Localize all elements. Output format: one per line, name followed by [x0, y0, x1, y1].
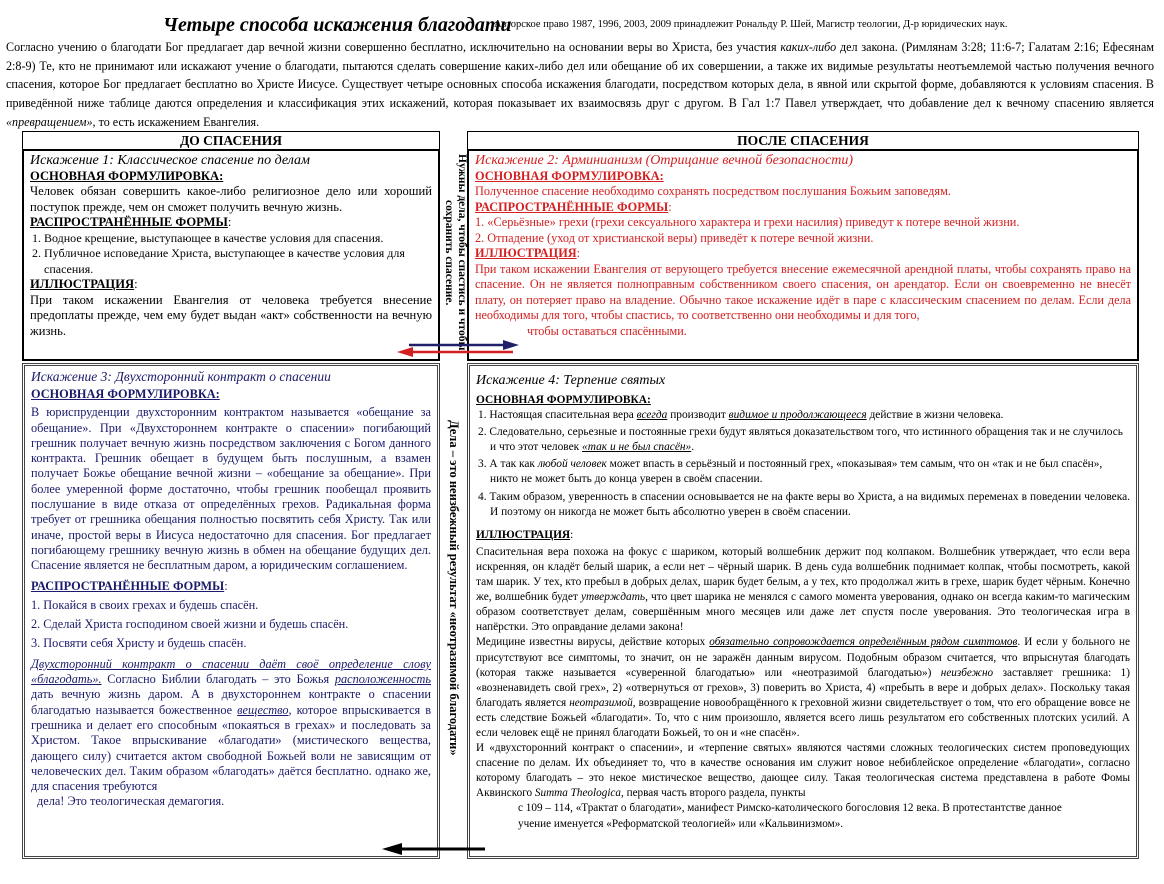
emphasis: неотразимой: [569, 696, 633, 709]
intro-text: дел закона. (Римлянам 3:28; 11:6-7; Галатам 2:16; Ефесянам 2:8-9) Те, кто не принимают или искажают учение о благодати, пытаются сделать совершение каких-либо дел или обещание об их совершении, а также их видимые результаты неотъемлемой частью получения вечного спасения, которое Бог предлагает бесплатно во Христе Иисусе. Существует четыре основных способа искажения благодати, посредством которых дела, в явной или скрытой форме, добавляются к условиям спасения. В приведённой ниже таблице даются определения и классификация этих искажений, которая показывает их взаимосвязь друг с другом. В Гал 1:7 Павел утверждает, что добавление дел к вечному спасению является: [6, 40, 1154, 111]
emphasis: всегда: [636, 409, 668, 422]
distortion-2-title: Искажение 2: Арминианизм (Отрицание вечной безопасности): [475, 153, 854, 168]
emphasis: неизбежно: [940, 666, 994, 679]
distortion-3-title: Искажение 3: Двухсторонний контракт о спасении: [31, 369, 331, 384]
text: , возвращение новообращённого к греховной жизни свидетельствует о том, что его обращение вовсе не есть следствие Божьей «благодати». То, что с ним произошло, является всего лишь результатом его собственных плотских усилий. А если человек ещё не принял благодати Божьей, то он и «не спасён».: [476, 696, 1131, 739]
formulation-item-3: [476, 457, 1130, 487]
distortion-1-box: [22, 149, 440, 361]
basic-formulation-heading: ОСНОВНАЯ ФОРМУЛИРОВКА:: [30, 168, 224, 183]
distortion-1-title: Искажение 1: Классическое спасение по делам: [30, 153, 310, 168]
text: , что цвет шарика не менялся с самого момента уверования, однако он всегда каким-то магическим образом соответствует делам, совершённым много месяцев или даже лет спустя после уверования. Это теологическая игра в напёрстки. Это оправдание делами закона!: [476, 591, 1130, 634]
illustration-paragraph-2: [476, 635, 1130, 741]
basic-formulation-heading: ОСНОВНАЯ ФОРМУЛИРОВКА:: [475, 168, 664, 183]
text: 2. Следовательно, серьезные и постоянные грехи будут являться доказательством того, что истинного обращения так и не случилось и что этот человек: [478, 426, 1123, 454]
common-form-item: 2. Публичное исповедание Христа, выступающее в качестве условия для спасения.: [32, 246, 405, 276]
text: Медицине известны вирусы, действие которых: [476, 636, 710, 649]
intro-text: Согласно учению о благодати Бог предлагает дар вечной жизни совершенно бесплатно, исключительно на основании веры во Христа, без участия: [6, 40, 781, 54]
illustration-text: При таком искажении Евангелия от верующего требуется внесение ежемесячной арендной платы, чтобы сохранять право на спасение. Он не является полноправным собственником своего спасения, он арендатор. Если он своевременно не внесёт плату, он потеряет право на владение. Обычно такое искажение идёт в паре с классическим спасением по делам. Если дела необходимы для того, чтобы спастись, то соответственно они необходимы и для того,: [475, 261, 1131, 322]
illustration-heading: ИЛЛЮСТРАЦИЯ: [30, 277, 135, 291]
text: дать вечную жизнь даром. А в двухстороннем контракте о спасении благодатью называется божественное: [31, 687, 431, 717]
grace-definition-paragraph: [31, 657, 431, 795]
text: действие в жизни человека.: [866, 409, 1004, 422]
text: .: [691, 441, 695, 454]
text: 3. А так как: [478, 458, 538, 471]
colon: :: [224, 578, 228, 593]
intro-text: , то есть искажением Евангелия.: [92, 114, 260, 129]
illustration-text: При таком искажении Евангелия от человека требуется внесение предоплаты прежде, чем ему будет выдан «акт» собственности на вечную жизнь.: [30, 292, 432, 338]
common-form-item: 1. «Серьёзные» грехи (грехи сексуального характера и грехи насилия) приведут к потере вечной жизни.: [475, 215, 1020, 229]
colon: :: [227, 215, 232, 229]
basic-formulation-heading: ОСНОВНАЯ ФОРМУЛИРОВКА:: [476, 394, 651, 406]
common-form-item: 1. Покайся в своих грехах и будешь спасён.: [31, 597, 259, 612]
colon: :: [134, 277, 138, 291]
text: заставляет грешника: 1) «возненавидеть свой грех», 2) «отвернуться от грехов», 3) поверить во Христа, 4) «пребыть в вере и добрых делах». Поскольку такая благодать является: [476, 666, 1130, 709]
header-before-salvation: ДО СПАСЕНИЯ: [22, 131, 440, 149]
intro-emphasis: «превращением»: [6, 114, 93, 129]
distortion-3-box: [22, 363, 440, 859]
illustration-paragraph-3-end: учение именуется «Реформатской теологией» или «Кальвинизмом».: [518, 817, 844, 830]
distortion-4-box: [467, 363, 1139, 859]
text: . И если у больного не присутствуют все симптомы, то значит, он не заражён данным вирусом. Подобным образом считается, что впрыснутая благодать (которая также называется «суверенной благодатью» или «неотразимой благодатью»): [476, 636, 1131, 679]
intro-paragraph: [6, 38, 1154, 132]
basic-formulation-text: Полученное спасение необходимо сохранять посредством послушания Божьим заповедям.: [475, 184, 951, 198]
colon: :: [570, 528, 574, 541]
double-arrow-icon: [395, 339, 525, 363]
common-forms-heading: РАСПРОСТРАНЁННЫЕ ФОРМЫ: [475, 199, 669, 214]
text: может впасть в серьёзный и постоянный грех, «показывая» тем самым, что он «так и не был спасён», никто не может быть до конца уверен в своём спасении.: [490, 458, 1103, 486]
emphasis: Summa Theologica: [534, 787, 621, 800]
basic-formulation-text: В юриспруденции двухсторонним контрактом называется «обещание за обещание». При «Двухстороннем контракте о спасении» погибающий грешник получает вечную жизнь посредством заключения с Богом данного контракта. Грешник обещает в будущем быть послушным, а взамен получает Божье обещание вечной жизни – «обещание за обещание». При более умеренной форме достаточно, чтобы грешник пообещал проявить послушание в виде отказа от определённых грехов. Радикальная форма требует от грешника обещания полностью посвятить себя Христу. Так или иначе, простой веры в Иисуса недостаточно для спасения. Бог предлагает погибающему грешнику вечную жизнь в обмен на обещание будущих дел. Спасение является не бесплатным даром, а юридическим соглашением.: [31, 405, 431, 573]
illustration-heading: ИЛЛЮСТРАЦИЯ: [475, 246, 577, 260]
text: производит: [667, 409, 729, 422]
formulation-item-4: 4. Таким образом, уверенность в спасении основывается не на факте веры во Христа, а на видимых переменах в поведении человека. И поэтому он никогда не может быть абсолютно уверен в своём спасении.: [478, 490, 1130, 518]
formulation-item-1: [476, 408, 1130, 423]
copyright-notice: Авторское право 1987, 1996, 2003, 2009 принадлежит Рональду Р. Шей, Магистр теологии, Д-р юридических наук.: [494, 19, 1008, 30]
colon: :: [576, 246, 581, 260]
distortion-2-box: [467, 149, 1139, 361]
illustration-paragraph-3: [476, 741, 1130, 801]
text: И «двухсторонний контракт о спасении», и «терпение святых» являются частями сложных теологических систем проповедующих спасение по делам. Их объединяет то, что в качестве основания им служит новое небиблейское определение «благодати», согласно которому благодать – это некое мистическое вещество, дающее силу. Такая теологическая система представлена в работе Фомы Аквинского: [476, 742, 1130, 800]
common-form-item: 3. Посвяти себя Христу и будешь спасён.: [31, 636, 247, 651]
basic-formulation-heading: ОСНОВНАЯ ФОРМУЛИРОВКА:: [31, 387, 220, 401]
illustration-text-end: чтобы оставаться спасёнными.: [527, 323, 687, 338]
emphasis: любой человек: [537, 458, 607, 471]
common-form-item: 1. Водное крещение, выступающее в качестве условия для спасения.: [32, 230, 384, 245]
text: , первая часть второго раздела, пункты: [620, 787, 806, 800]
text: Спасительная вера похожа на фокус с шариком, который волшебник держит под колпаком. Волшебник утверждает, что если вера искренняя, он кладёт белый шарик, а если нет – чёрный шарик. В день суда волшебник поднимает колпак, чтобы посмотреть, какой там шарик. У тех, кто пребыл в добрых делах, шарик будет белым, а у тех, кто продолжал жить в грехе, шарик будет чёрным. Конечно же, волшебник будет: [476, 545, 1130, 604]
common-form-item: 2. Сделай Христа господином своей жизни и будешь спасён.: [31, 617, 349, 632]
common-forms-heading: РАСПРОСТРАНЁННЫЕ ФОРМЫ: [31, 578, 225, 593]
illustration-paragraph-1: [476, 545, 1130, 636]
colon: :: [668, 199, 672, 214]
text: , которое впрыскивается в грешника и делает его способным «покаяться в грехах» и последовать за Христом. Такое впрыскивание «благодати» (мистического вещества, дающего силу) считается актом свободной Божьей воли не зависящим от человеческих дел. Таким образом «благодать» даётся бесплатно. однако же, для спасения требуются: [31, 702, 432, 794]
text: Согласно Библии благодать – это Божья: [101, 672, 335, 687]
vertical-note-irresistible-grace: Дела – это неизбежный результат «неотразимой благодати»: [447, 420, 461, 756]
distortion-4-title: Искажение 4: Терпение святых: [476, 373, 666, 388]
left-arrow-icon: [380, 840, 490, 860]
emphasis: расположенность: [334, 672, 431, 687]
illustration-paragraph-3-cont: с 109 – 114, «Трактат о благодати», манифест Римско-католического богословия 12 века. В протестантстве данное: [518, 802, 1062, 815]
text: 1. Настоящая спасительная вера: [478, 409, 637, 422]
common-form-item: 2. Отпадение (уход от христианской веры) приведёт к потере вечной жизни.: [475, 230, 874, 245]
emphasis: Двухсторонний контракт о спасении даёт своё определение слову «благодать».: [31, 656, 431, 687]
vertical-note-works-needed: Нужны дела, чтобы спастись и чтобы сохранить спасение.: [443, 154, 468, 351]
illustration-heading: ИЛЛЮСТРАЦИЯ: [476, 528, 571, 541]
emphasis: обязательно сопровождается определённым рядом симптомов: [709, 636, 1018, 649]
emphasis: видимое и продолжающееся: [728, 409, 867, 422]
formulation-item-2: [476, 425, 1130, 455]
emphasis: утверждать: [580, 591, 646, 604]
common-forms-heading: РАСПРОСТРАНЁННЫЕ ФОРМЫ: [30, 215, 228, 229]
intro-emphasis: каких-либо: [780, 40, 837, 54]
paragraph-end: дела! Это теологическая демагогия.: [37, 794, 225, 809]
emphasis: вещество: [237, 702, 289, 717]
page-title: Четыре способа искажения благодати: [163, 14, 512, 36]
emphasis: «так и не был спасён»: [582, 441, 692, 454]
basic-formulation-text: Человек обязан совершить какое-либо религиозное дело или хороший поступок прежде, чем он сможет получить вечную жизнь.: [30, 184, 432, 214]
header-after-salvation: ПОСЛЕ СПАСЕНИЯ: [467, 131, 1139, 149]
